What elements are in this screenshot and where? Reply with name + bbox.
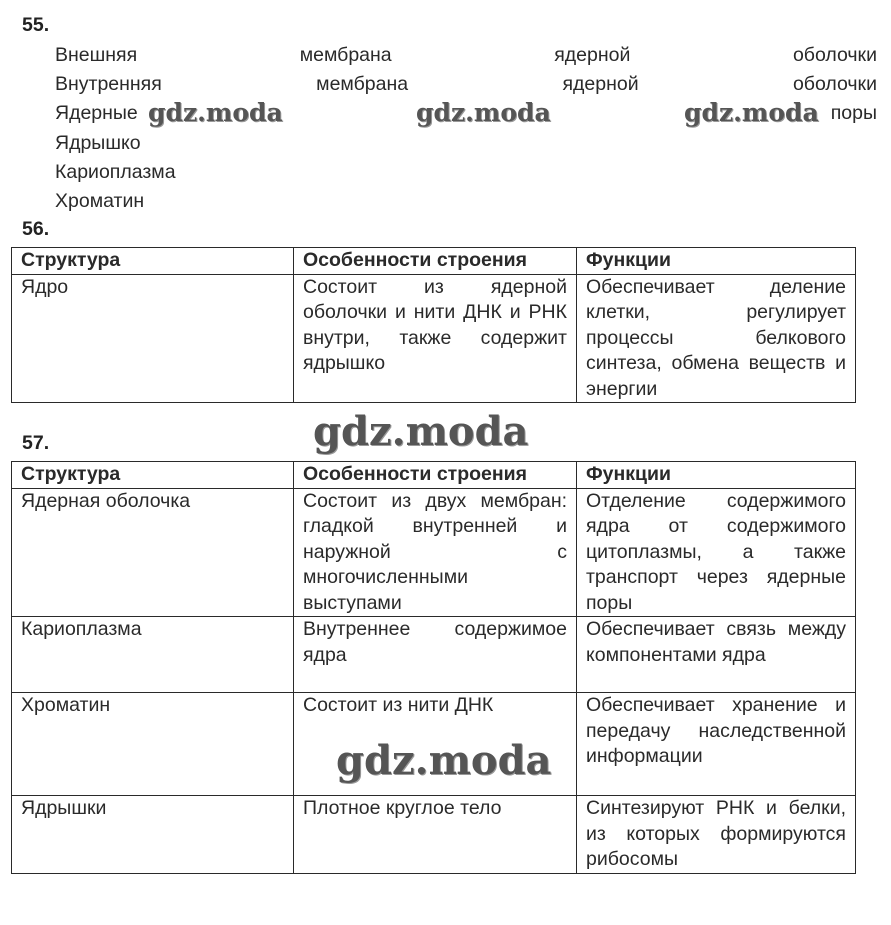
word: ядерной (562, 73, 639, 95)
cell-functions: Обеспечивает деление клетки, регулирует процессы белкового синтеза, обмена веществ и энергии (577, 274, 856, 403)
cell-structure: Кариоплазма (12, 617, 294, 693)
watermark: gdz.moda (313, 408, 529, 455)
table-row (12, 796, 856, 874)
header-features: Особенности строения (294, 462, 577, 489)
cell-functions: Обеспечивает хранение и передачу наследственной информации (577, 693, 856, 796)
word: Внутренняя (55, 73, 162, 95)
header-functions: Функции (577, 248, 856, 275)
word: ядерной (554, 44, 631, 66)
section-57-number: 57. (22, 432, 50, 454)
watermark: gdz.moda (416, 98, 551, 127)
structure-table-57 (11, 461, 856, 874)
cell-structure: Хроматин (12, 693, 294, 796)
watermark: gdz.moda (336, 737, 552, 784)
list-item (55, 71, 877, 97)
cell-features: Состоит из нити ДНК (294, 693, 577, 796)
watermark: gdz.moda (684, 98, 819, 127)
header-structure: Структура (12, 248, 294, 275)
table-header-row (12, 248, 856, 275)
cell-functions: Синтезируют РНК и белки, из которых формируются рибосомы (577, 796, 856, 874)
cell-functions: Обеспечивает связь между компонентами ядра (577, 617, 856, 693)
list-item (55, 42, 877, 68)
cell-structure: Ядерная оболочка (12, 488, 294, 617)
word: Внешняя (55, 44, 138, 66)
cell-structure: Ядро (12, 274, 294, 403)
word: оболочки (792, 44, 877, 66)
watermark: gdz.moda (148, 98, 283, 127)
section-56-number: 56. (22, 218, 50, 240)
word: мембрана (316, 73, 409, 95)
table-row (12, 617, 856, 693)
table-row (12, 488, 856, 617)
header-structure: Структура (12, 462, 294, 489)
cell-features: Плотное круглое тело (294, 796, 577, 874)
list-item: Ядрышко (55, 132, 141, 154)
section-55-number: 55. (22, 14, 50, 36)
structure-table-56 (11, 247, 856, 403)
cell-features: Состоит из ядерной оболочки и нити ДНК и РНК внутри, также содержит ядрышко (294, 274, 577, 403)
word: мембрана (299, 44, 392, 66)
table-row (12, 274, 856, 403)
table-header-row (12, 462, 856, 489)
cell-structure: Ядрышки (12, 796, 294, 874)
word: Ядерные (55, 102, 138, 124)
word: оболочки (792, 73, 877, 95)
cell-features: Состоит из двух мембран: гладкой внутренней и наружной с многочисленными выступами (294, 488, 577, 617)
header-features: Особенности строения (294, 248, 577, 275)
header-functions: Функции (577, 462, 856, 489)
word: поры (830, 102, 877, 124)
list-item: Хроматин (55, 190, 145, 212)
cell-features: Внутреннее содержимое ядра (294, 617, 577, 693)
cell-functions: Отделение содержимого ядра от содержимого цитоплазмы, а также транспорт через ядерные поры (577, 488, 856, 617)
list-item: Кариоплазма (55, 161, 176, 183)
